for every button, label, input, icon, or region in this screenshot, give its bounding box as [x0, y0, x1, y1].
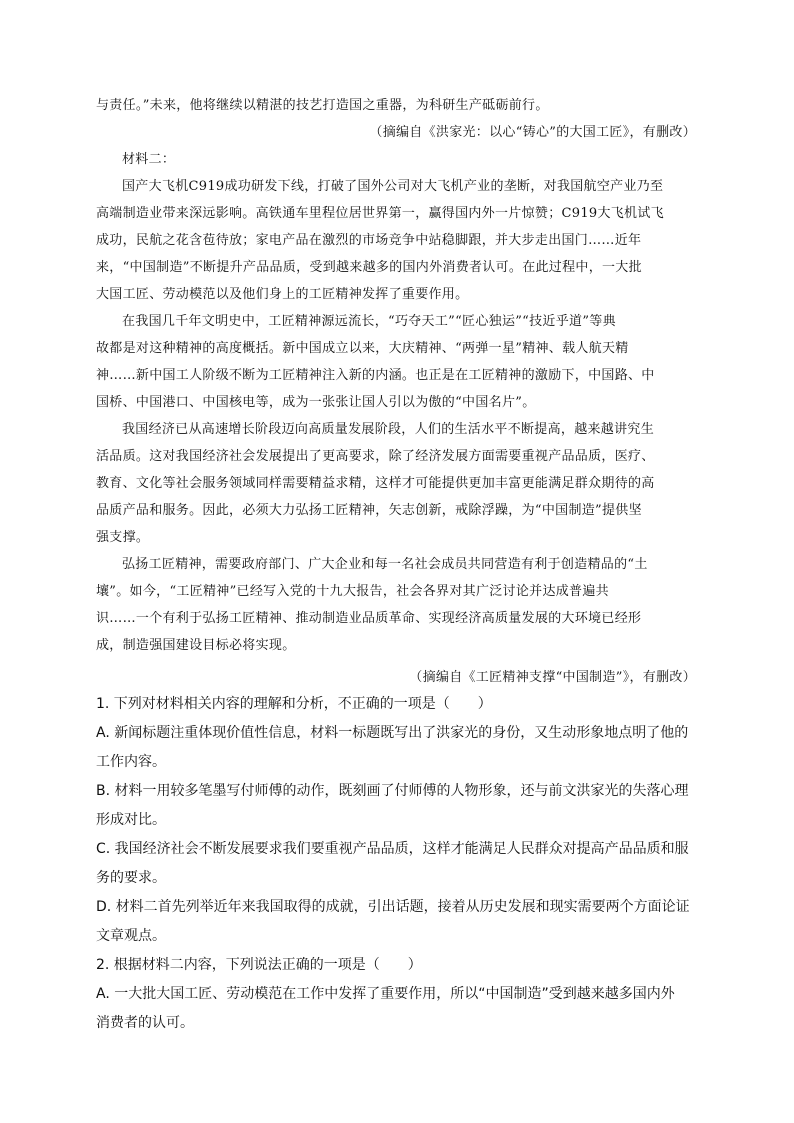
question-stem: 1. 下列对材料相关内容的理解和分析，不正确的一项是（ ）: [96, 696, 492, 712]
text-line: 强支撑。: [96, 530, 150, 545]
text-line: 弘扬工匠精神，需要政府部门、广大企业和每一名社会成员共同营造有利于创造精品的“土: [122, 557, 648, 572]
text-line: 品质产品和服务。因此，必须大力弘扬工匠精神，矢志创新，戒除浮躁，为“中国制造”提供坚: [96, 503, 642, 518]
material2: [96, 146, 696, 659]
text-line: 国桥、中国港口、中国核电等，成为一张张让国人引以为傲的“中国名片”。: [96, 395, 536, 410]
text-line: 识……一个有利于弘扬工匠精神、推动制造业品质革命、实现经济高质量发展的大环境已经形: [96, 611, 642, 626]
question-stem: 2. 根据材料二内容，下列说法正确的一项是（ ）: [96, 957, 422, 973]
option-b: B. 材料一用较多笔墨写付师傅的动作，既刻画了付师傅的人物形象，还与前文洪家光的失落心理: [96, 783, 689, 799]
text-line: 国产大飞机C919成功研发下线，打破了国外公司对大飞机产业的垄断，对我国航空产业乃至: [122, 179, 664, 194]
text-line: 活品质。这对我国经济社会发展提出了更高要求，除了经济发展方面需要重视产品品质，医疗、: [96, 449, 655, 464]
material2-source: [96, 664, 696, 691]
text-line: 壤”。如今，“工匠精神”已经写入党的十九大报告，社会各界对其广泛讨论并达成普遍共: [96, 584, 609, 599]
source-citation: （摘编自《工匠精神支撑“中国制造”》，有删改）: [409, 670, 696, 685]
option-d: D. 材料二首先列举近年来我国取得的成就，引出话题，接着从历史发展和现实需要两个方面论证: [96, 899, 690, 915]
option-continuation: 务的要求。: [96, 870, 166, 886]
text-line: 大国工匠、劳动模范以及他们身上的工匠精神发挥了重要作用。: [96, 287, 469, 302]
material2-title: 材料二：: [122, 152, 176, 167]
text-line: 与责任。”未来，他将继续以精湛的技艺打造国之重器，为科研生产砥砺前行。: [96, 98, 549, 113]
text-line: 成，制造强国建设目标必将实现。: [96, 638, 296, 653]
text-line: 高端制造业带来深远影响。高铁通车里程位居世界第一，赢得国内外一片惊赞；C919大飞机试飞: [96, 206, 664, 221]
text-line: 神……新中国工人阶级不断为工匠精神注入新的内涵。也正是在工匠精神的激励下，中国路、中: [96, 368, 655, 383]
text-line: 教育、文化等社会服务领域同样需要精益求精，这样才可能提供更加丰富更能满足群众期待的高: [96, 476, 655, 491]
option-a: A. 新闻标题注重体现价值性信息，材料一标题既写出了洪家光的身份，又生动形象地点明了他的: [96, 725, 689, 741]
material1-tail: [96, 92, 696, 119]
option-c: C. 我国经济社会不断发展要求我们要重视产品品质，这样才能满足人民群众对提高产品品质和服: [96, 841, 689, 857]
questions: [96, 690, 696, 1038]
text-line: 故都是对这种精神的高度概括。新中国成立以来，大庆精神、“两弹一星”精神、载人航天精: [96, 341, 629, 356]
text-line: 我国经济已从高速增长阶段迈向高质量发展阶段，人们的生活水平不断提高，越来越讲究生: [122, 422, 655, 437]
option-continuation: 工作内容。: [96, 754, 166, 770]
option-continuation: 形成对比。: [96, 812, 166, 828]
text-line: 在我国几千年文明史中，工匠精神源远流长，“巧夺天工”“匠心独运”“技近乎道”等典: [122, 314, 616, 329]
text-line: 来，“中国制造”不断提升产品品质，受到越来越多的国内外消费者认可。在此过程中，一大批: [96, 260, 642, 275]
source-citation: （摘编自《洪家光：以心“铸心”的大国工匠》，有删改）: [369, 125, 696, 140]
option-continuation: 消费者的认可。: [96, 1015, 194, 1031]
option-a: A. 一大批大国工匠、劳动模范在工作中发挥了重要作用，所以“中国制造”受到越来越多国内外: [96, 986, 675, 1002]
option-continuation: 文章观点。: [96, 928, 166, 944]
material1-source: [96, 119, 696, 146]
text-line: 成功，民航之花含苞待放；家电产品在激烈的市场竞争中站稳脚跟，并大步走出国门……近年: [96, 233, 642, 248]
